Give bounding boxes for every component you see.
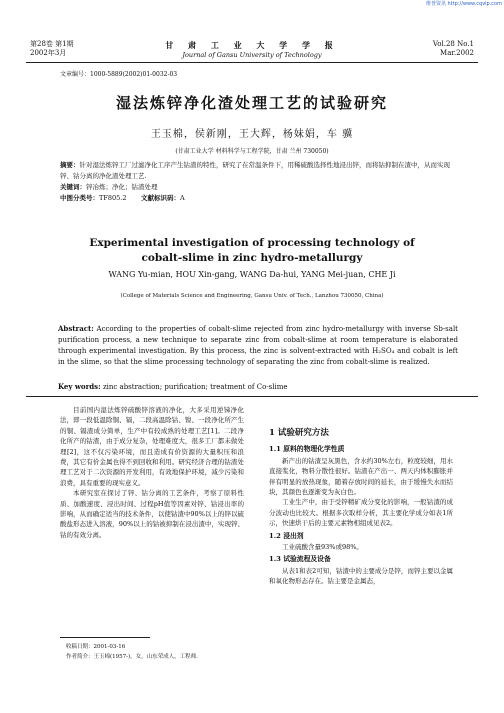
volume-cn: 第28卷 第1期 [30, 40, 74, 48]
source-stamp: 维普资讯 http://www.cqvip.com [425, 1, 502, 7]
abstract-cn-text: 针对湿法炼锌工厂过滤净化工序产生钴渣的特性，研究了在常温条件下，用稀硫酸选择性地浸出锌，而将钴抑制在渣中，从而实现锌、钴分离的净化渣处理工艺. [60, 161, 450, 180]
keywords-en-label: Key words: [58, 382, 101, 391]
keywords-en-text: zinc abstraction; purification; treatment of Co-slime [102, 383, 288, 391]
abstract-cn [60, 160, 460, 204]
right-column [269, 428, 453, 587]
article-number: 文章编号：1000-5889(2002)01-0032-03 [60, 71, 178, 78]
date-cn: 2002年3月 [30, 49, 67, 57]
intro-paragraph-1: 目前国内湿法炼锌硫酸锌溶液的净化，大多采用逆锑净化法，即一段低温除铜、镉，二段高温除钴、镍、一段净化所产生的铜、镉渣成分简单，生产中有较成熟的处理工艺[1]。二段净化所产的钴渣，由于成分复杂，处理难度大，很多工厂都未做处理[2]，这不仅污染环境，而且造成有价资源的大量积压和浪费，其它有价金属也得不到回收和利用。研究经济合理的钴渣处理工艺对于二次资源的开发利用，有效地保护环境，减少污染和浪费，具有重要的现实意义。 [60, 406, 244, 487]
authors-cn: 王玉棉，侯新刚，王大辉，杨妹娟，车 骥 [150, 129, 354, 140]
abstract-cn-body [60, 160, 460, 182]
clc-value: TF805.2 [99, 194, 127, 202]
title-en-line2: cobalt-slime in zinc hydro-metallurgy [141, 252, 363, 264]
keywords-cn-label: 关键词： [60, 183, 86, 191]
keywords-cn-text: 锌冶炼；净化；钴渣处理 [86, 183, 158, 191]
journal-name-cn: 甘 肃 工 业 大 学 学 报 [165, 40, 339, 50]
abstract-en [58, 323, 458, 368]
intro-paragraph-2: 本研究室在探讨了锌、钴分离的工艺条件，考察了原料性质、加酸速度、浸出时间、过程pH值等因素对锌、钴浸出率的影响，从而确定适当的技术条件，以使钴渣中90%以上的锌以硫酸盐形态进入溶液，90%以上的钴被抑制在浸出渣中，实现锌、钴的有效分离。 [60, 489, 244, 539]
body-paragraph-2: 工业生产中，由于受锌精矿成分变化的影响，一般钴渣的成分波动也比较大。根据多次取样分析，其主要化学成分如表1所示，快速烘干后的主要元素物相组成见表2。 [269, 498, 453, 528]
volume-en: Vol.28 No.1 [432, 40, 474, 48]
journal-name-en: Journal of Gansu University of Technology [182, 51, 322, 59]
abstract-rule [26, 396, 478, 397]
title-en-line1: Experimental investigation of processing technology of [89, 237, 415, 249]
received-date: 收稿日期：2001-03-16 [66, 644, 126, 650]
header-center [0, 40, 504, 60]
doc-code-label: 文献标识码： [140, 194, 180, 202]
title-cn: 湿法炼锌净化渣处理工艺的试验研究 [115, 94, 388, 112]
abstract-en-label: Abstract: [58, 324, 94, 333]
abstract-en-text: According to the properties of cobalt-slime rejected from zinc hydro-metallurgy with inverse Sb-salt purification process, a new technique to separate zinc from cobalt-slime at room temperature is elaborated through experimental investigation. By this process, the zinc is solvent-extracted with H₂SO₄ and cobalt is left in the slime, so that the slime processing technology of separating the zinc from cobalt-slime is realized. [58, 325, 458, 366]
doc-code-value: A [179, 194, 185, 202]
footnote [66, 642, 198, 662]
classification-line [60, 193, 460, 204]
date-en: Mar.2002 [440, 49, 474, 57]
subsection-heading-1-2: 1.2 浸出剂 [269, 531, 304, 540]
keywords-en [58, 382, 458, 391]
subsection-heading-1-3: 1.3 试验流程及设备 [269, 555, 331, 564]
keywords-cn [60, 182, 460, 193]
footnote-rule [60, 637, 150, 638]
section-heading-1: 1 试验研究方法 [269, 428, 329, 438]
affiliation-cn: (甘肃工业大学 材料科学与工程学院，甘肃 兰州 730050) [175, 148, 329, 155]
body-paragraph-1: 新产出的钴渣呈灰黑色，含水约30%左右，粒度较细，用水直接浆化，物料分散性很好。钴渣在产出一、两天内体积膨胀并伴有明显的放热现象，随着存放时间的延长，由于缓慢失水而结块，其颜色也逐渐变为灰白色。 [269, 456, 453, 497]
header-right [433, 40, 474, 58]
body-paragraph-3: 工业硫酸含量93%或98%。 [282, 543, 363, 552]
clc-label: 中图分类号： [60, 194, 99, 202]
header-rule [26, 62, 478, 63]
abstract-cn-label: 摘要： [60, 161, 80, 169]
body-paragraph-4: 从表1和表2可知，钴渣中的主要成分是锌，而锌主要以金属和氧化物形态存在。钴主要是金属态， [269, 566, 453, 586]
affiliation-en: (College of Materials Science and Engineering, Gansu Univ. of Tech., Lanzhou 730050, China) [120, 293, 384, 299]
authors-en: WANG Yu-mian, HOU Xin-gang, WANG Da-hui, YANG Mei-juan, CHE Ji [108, 270, 396, 279]
title-en [0, 236, 504, 266]
subsection-heading-1-1: 1.1 原料的物理化学性质 [269, 445, 345, 454]
left-column [60, 405, 244, 540]
author-bio: 作者简介：王玉棉(1957-)，女，山东荣成人，工程师. [66, 654, 198, 660]
